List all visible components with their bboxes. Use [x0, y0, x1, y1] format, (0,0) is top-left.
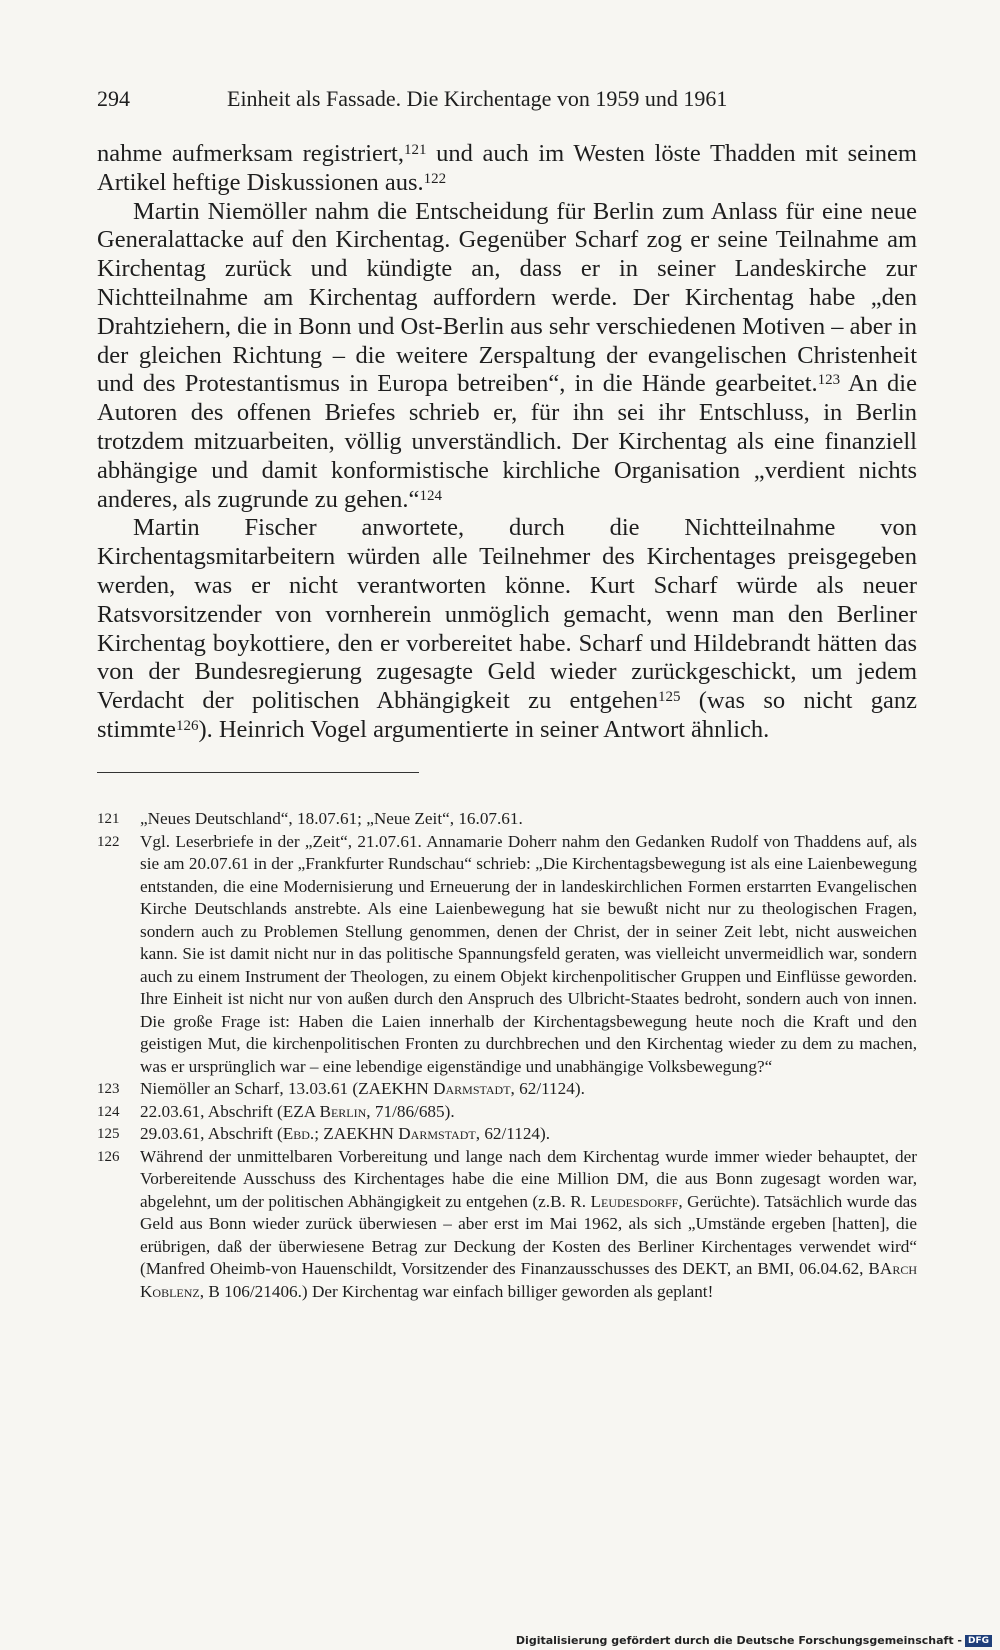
ibid-abbrev: Ebd.	[282, 1124, 315, 1143]
page-number: 294	[97, 86, 130, 111]
running-title: Einheit als Fassade. Die Kirchentage von 1959 und 1961	[227, 86, 728, 111]
paragraph-3	[97, 514, 917, 744]
author-name: Leudesdorff	[590, 1191, 679, 1211]
text-run: 22.03.61, Abschrift (EZA	[140, 1101, 320, 1121]
footnote-text: Vgl. Leserbriefe in der „Zeit“, 21.07.61. Annamarie Doherr nahm den Gedanken Rudolf von Thaddens auf, als sie am 20.07.61 in der „Frankfurter Rundschau“ schrieb: „Die Kirchentagsbewegung ist als eine Laienbewegung entstanden, die eine Modernisierung und Erneuerung der in landeskirchlichen Formen erstarrten Evangelischen Kirche Deutschlands anstrebte. Als eine Laienbewegung hat sie bewußt nicht nur zu theologischen Fragen, sondern auch zu Problemen Stellung genommen, denen der Christ, der in seiner Zeit lebt, nicht ausweichen kann. Sie ist damit nicht nur in das politische Spannungsfeld geraten, was vielleicht unvermeidlich war, sondern auch zu einem Instrument der Theologen, zu einem Objekt kirchenpolitischer Gruppen und Einflüsse geworden. Ihre Einheit ist nicht nur von außen durch den Anspruch des Ulbricht-Staates bedroht, sondern auch von innen. Die große Frage ist: Haben die Laien innerhalb der Kirchentagsbewegung heute noch die Kraft und den geistigen Mut, die kirchenpolitischen Fronten zu durchbrechen und den Kirchentag wieder zu dem zu machen, was er ursprünglich war – eine lebendige eigenständige und unabhängige Volksbewegung?“	[140, 831, 917, 1076]
paragraph-2	[97, 198, 917, 515]
footnote-122	[97, 831, 917, 1079]
footnote-125	[97, 1123, 917, 1146]
text-run: , 62/1124).	[475, 1124, 551, 1143]
footnote-ref-123: 123	[817, 372, 841, 389]
text-run: Während der unmittelbaren Vorbereitung und lange nach dem Kirchentag wurde immer wieder behauptet, der Vorbereitende Ausschuss des Kirchentages habe die eine Million DM, die aus Bonn zugesagt worden war, abgelehnt, um der politischen Abhängigkeit zu entgehen (z.B. R.	[140, 1146, 917, 1211]
text-run: , 62/1124).	[510, 1079, 585, 1098]
footnote-ref-126: 126	[175, 717, 199, 734]
text-run: Niemöller an Scharf, 13.03.61 (ZAEKHN	[140, 1079, 434, 1098]
footnote-number: 121	[97, 811, 120, 827]
footnote-number: 124	[97, 1103, 120, 1120]
footnote-ref-121: 121	[404, 142, 427, 158]
footnote-121	[97, 808, 917, 831]
text-run: (was so nicht ganz stimmte	[97, 687, 917, 743]
footnote-number: 122	[97, 833, 120, 850]
footnote-ref-124: 124	[419, 487, 442, 504]
text-run: , Gerüchte). Tatsächlich wurde das Geld aus Bonn wieder zurück überwiesen – aber erst im Mai 1962, als sich „Umstände ergeben [hatten], die erübrigen, daß der überwiesene Betrag zur Deckung der Kosten des Berliner Kirchentages verwendet wird“ (Manfred Oheimb-von Hauenschildt, Vorsitzender des Finanzausschusses des DEKT, an BMI, 06.04.62, BA	[140, 1191, 917, 1278]
footnote-126	[97, 1146, 917, 1304]
text-run: ). Heinrich Vogel argumentierte in seiner Antwort ähnlich.	[198, 715, 770, 743]
main-text	[97, 140, 917, 745]
credit-text: Digitalisierung gefördert durch die Deutsche Forschungsgemeinschaft -	[515, 1634, 962, 1647]
text-run: und auch im Westen löste Thadden mit seinem Artikel heftige Diskussionen aus.	[97, 140, 917, 196]
text-run: Martin Niemöller nahm die Entscheidung für Berlin zum Anlass für eine neue Generalattacke auf den Kirchentag. Gegenüber Scharf zog er seine Teilnahme am Kirchentag zurück und kündigte an, dass er in seiner Landeskirche zur Nichtteilnahme am Kirchentag auffordern werde. Der Kirchentag habe „den Drahtziehern, die in Bonn und Ost-Berlin aus sehr verschiedenen Motiven – aber in der gleichen Richtung – die weitere Zerspaltung der evangelischen Christenheit und des Protestantismus in Europa betreiben“, in die Hände gearbeitet.	[97, 197, 917, 398]
digitization-credit	[516, 1634, 992, 1647]
text-run: , 71/86/685).	[366, 1101, 455, 1121]
footnote-text: „Neues Deutschland“, 18.07.61; „Neue Zeit“, 16.07.61.	[140, 809, 523, 828]
paragraph-1	[97, 140, 917, 198]
footnote-number: 123	[97, 1081, 120, 1097]
footnote-divider	[97, 772, 419, 773]
archive-location: Berlin	[319, 1101, 367, 1121]
text-run: Martin Fischer anwortete, durch die Nichtteilnahme von Kirchentagsmitarbeitern würden alle Teilnehmer des Kirchentages preisgegeben werden, was er nicht verantworten könne. Kurt Scharf würde als neuer Ratsvorsitzender von vornherein unmöglich gemacht, wenn man den Berliner Kirchentag boykottiere, den er vorbereitet habe. Scharf und Hildebrandt hätten das von der Bundesregierung zugesagte Geld wieder zurückgeschickt, um jedem Verdacht der politischen Abhängigkeit zu entgehen	[97, 514, 917, 715]
footnote-text	[140, 1079, 585, 1098]
archive-location: Koblenz	[140, 1281, 200, 1301]
text-run: nahme aufmerksam registriert,	[97, 140, 404, 167]
footnotes	[97, 808, 917, 1303]
footnote-text	[140, 1102, 455, 1121]
footnote-123	[97, 1078, 917, 1101]
footnote-124	[97, 1101, 917, 1124]
text-run: ; ZAEKHN	[314, 1124, 399, 1143]
archive-abbrev: rch	[892, 1259, 917, 1278]
footnote-number: 125	[97, 1126, 120, 1142]
archive-location: Darmstadt	[433, 1079, 511, 1098]
text-run: , B 106/21406.) Der Kirchentag war einfach billiger geworden als geplant!	[199, 1281, 714, 1301]
footnote-number: 126	[97, 1148, 120, 1165]
footnote-text	[140, 1124, 550, 1143]
dfg-logo: DFG	[965, 1635, 992, 1647]
text-run: An die Autoren des offenen Briefes schrieb er, für ihn sei ihr Entschluss, in Berlin trotzdem mitzuarbeiten, völlig unverständlich. Der Kirchentag als eine finanziell abhängige und damit konformistische kirchliche Organisation „verdient nichts anderes, als zugrunde zu gehen.“	[97, 370, 917, 513]
text-run: 29.03.61, Abschrift (	[140, 1124, 283, 1143]
footnote-ref-122: 122	[423, 170, 447, 187]
archive-location: Darmstadt	[398, 1124, 476, 1143]
footnote-text	[140, 1147, 917, 1301]
footnote-ref-125: 125	[657, 689, 681, 706]
